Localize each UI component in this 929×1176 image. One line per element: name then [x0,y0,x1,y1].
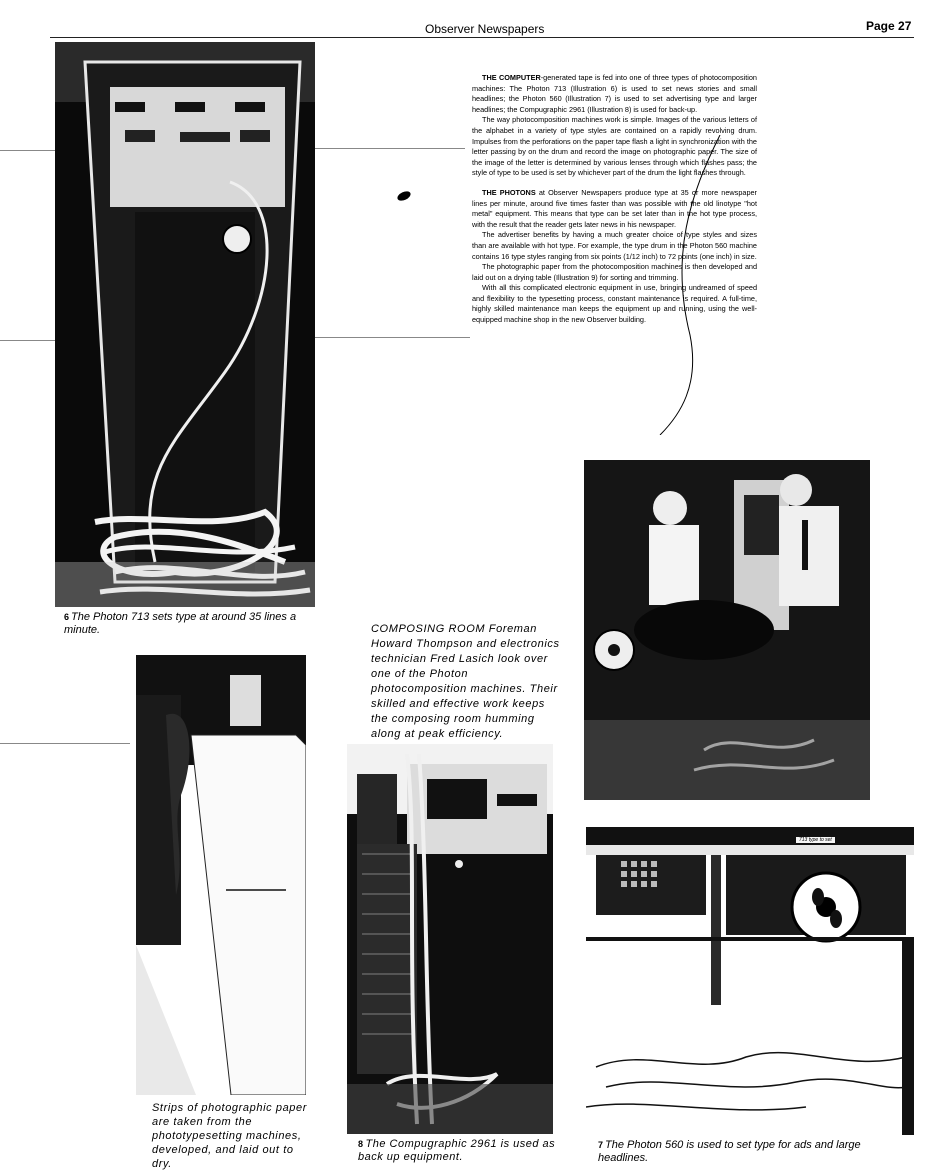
article-paragraph-3: at Observer Newspapers produce type at 35 or more newspaper lines per minute, around five times faster than was possible with the old linotype "hot metal" equipment. This means that type can be set later than in the hot type process, with the result that the reader gets later news in his newspaper. [472,187,757,229]
page-number: Page 27 [866,19,912,33]
caption-number: 6 [64,612,70,622]
caption-text: The Photon 560 is used to set type for ads and large headlines. [598,1139,861,1164]
article-lead-computer: THE COMPUTER [482,73,541,82]
article-lead-photons: THE PHOTONS [482,187,536,197]
photo-photon-713 [55,42,315,607]
machine-sticker: 713 type to set [796,837,835,843]
article-paragraph-5: The photographic paper from the photocomposition machines is then developed and laid out on a drying table (Illustration 9) for sorting and trimming. [472,262,757,282]
article-paragraph-1: -generated tape is fed into one of three types of photocomposition machines: The Photon 713 (Illustration 6) is used to set news stories and small headlines; the Photon 560 (Illustration 7) is used to set advertising type and larger headlines; the Compugraphic 2961 (Illustration 8) is used for back-up. [472,73,757,114]
photo-compugraphic-2961 [347,744,553,1134]
caption-composing-room: COMPOSING ROOM Foreman Howard Thompson and electronics technician Fred Lasich look over one of the Photon photocomposition machines. Their skilled and effective work keeps the composing room humming along at peak efficiency. [371,623,560,740]
caption-illustration-7 [598,1139,913,1165]
article-paragraph-6: With all this complicated electronic equipment in use, bringing undreamed of speed and flexibility to the typesetting process, constant maintenance is required. A full-time, highly skilled maintenance man keeps the equipment up and running, using the well-equipped machine shop in the new Observer building. [472,283,757,325]
photo-composing-room [584,460,870,800]
scan-line [305,148,465,149]
caption-drying-table: Strips of photographic paper are taken from the phototypesetting machines, developed, and laid out to dry. [152,1102,307,1170]
caption-illustration-8 [358,1138,558,1164]
caption-number: 7 [598,1140,604,1150]
publication-title: Observer Newspapers [425,22,545,36]
caption-illustration-6 [64,611,314,637]
scan-line [310,337,470,338]
caption-number: 8 [358,1139,364,1149]
header-rule [50,37,914,38]
article-paragraph-2: The way photocomposition machines work is simple. Images of the various letters of the alphabet in a variety of type styles are contained on a rapidly revolving drum. Impulses from the perforations on the paper tape flash a light in synchronization with the letter passing by on the drum and record the image on photographic paper. The size of the image of the letter is determined by various lenses through which flashes pass; the style of type to be used is set by whichever part of the drum the light flashes through. [472,115,757,178]
article-paragraph-4: The advertiser benefits by having a much greater choice of type styles and sizes than are available with hot type. For example, the type drum in the Photon 560 machine contains 16 type styles ranging from six points (1/12 inch) to 72 points (one inch) in size. [472,230,757,261]
photo-photon-560 [586,827,914,1135]
caption-text: The Compugraphic 2961 is used as back up equipment. [358,1138,556,1163]
scan-line [0,743,130,744]
photo-drying-table [136,655,306,1095]
caption-text: The Photon 713 sets type at around 35 lines a minute. [64,611,297,636]
scan-blot [396,189,412,202]
scan-line [0,340,60,341]
tape-line-scan-mark [630,135,730,435]
scan-line [0,150,60,151]
